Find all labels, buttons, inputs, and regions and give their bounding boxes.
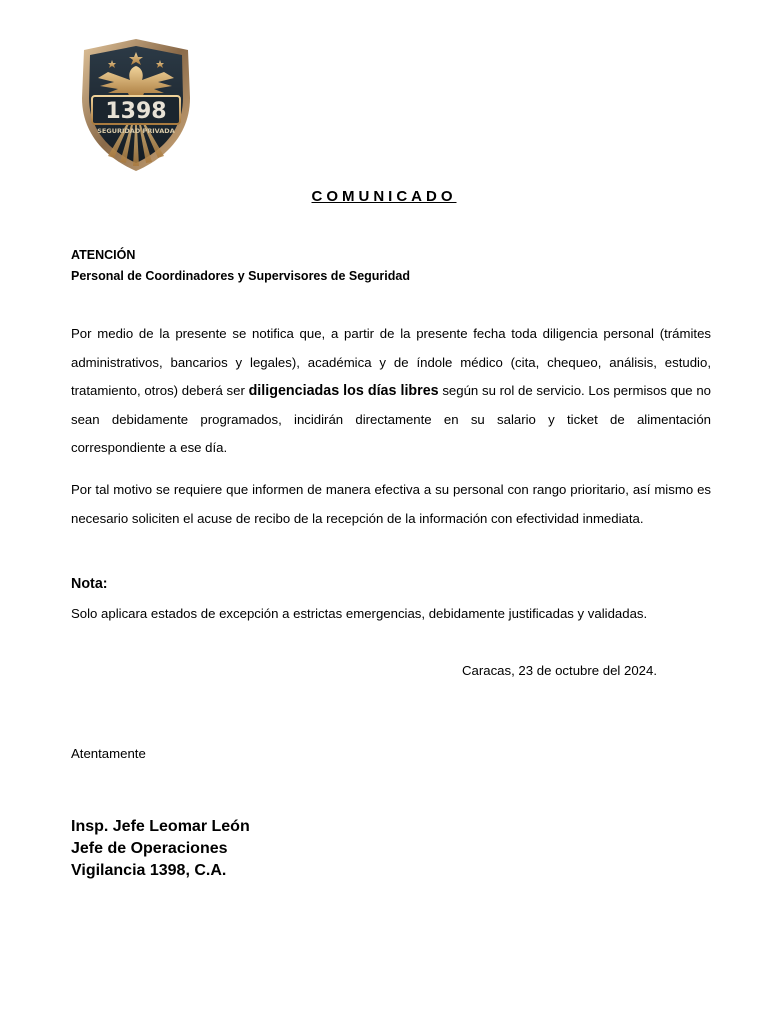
shield-badge-icon bbox=[78, 36, 194, 174]
note-text: Solo aplicara estados de excepción a estrictas emergencias, debidamente justificadas y validadas. bbox=[71, 606, 648, 621]
body-paragraph-1 bbox=[71, 320, 711, 463]
attention-block bbox=[71, 245, 410, 287]
body-paragraph-2: Por tal motivo se requiere que informen de manera efectiva a su personal con rango prioritario, así mismo es necesario soliciten el acuse de recibo de la recepción de la información con efectividad inmediata. bbox=[71, 482, 711, 526]
paragraph-1-highlight: diligenciadas los días libres bbox=[248, 383, 439, 399]
signatory-company: Vigilancia 1398, C.A. bbox=[71, 862, 227, 879]
company-logo bbox=[78, 36, 194, 174]
paragraph-1-text-a: Por medio de la presente se notifica que, a partir de la presente fecha toda diligencia personal (trámites administrativos, bancarios y legales), académica y de índole médico (cita, chequeo, análisis, estudio, tratamiento, otros) deberá ser bbox=[71, 326, 711, 398]
svg-text:1398: 1398 bbox=[105, 99, 167, 124]
signatory-position: Jefe de Operaciones bbox=[71, 840, 228, 857]
attention-recipients: Personal de Coordinadores y Supervisores de Seguridad bbox=[71, 269, 410, 283]
closing-text: Atentamente bbox=[71, 746, 146, 761]
svg-text:SEGURIDAD PRIVADA: SEGURIDAD PRIVADA bbox=[97, 127, 175, 135]
signatory-name: Insp. Jefe Leomar León bbox=[71, 818, 250, 835]
paragraph-1-text-b: según su rol de servicio. Los permisos que no sean debidamente programados, incidirán directamente en su salario y ticket de alimentación correspondiente a ese día. bbox=[71, 383, 711, 455]
signature-block bbox=[71, 816, 250, 882]
attention-label: ATENCIÓN bbox=[71, 248, 136, 262]
date-line: Caracas, 23 de octubre del 2024. bbox=[462, 663, 658, 678]
document-title: COMUNICADO bbox=[311, 188, 457, 205]
note-label: Nota: bbox=[71, 576, 108, 592]
